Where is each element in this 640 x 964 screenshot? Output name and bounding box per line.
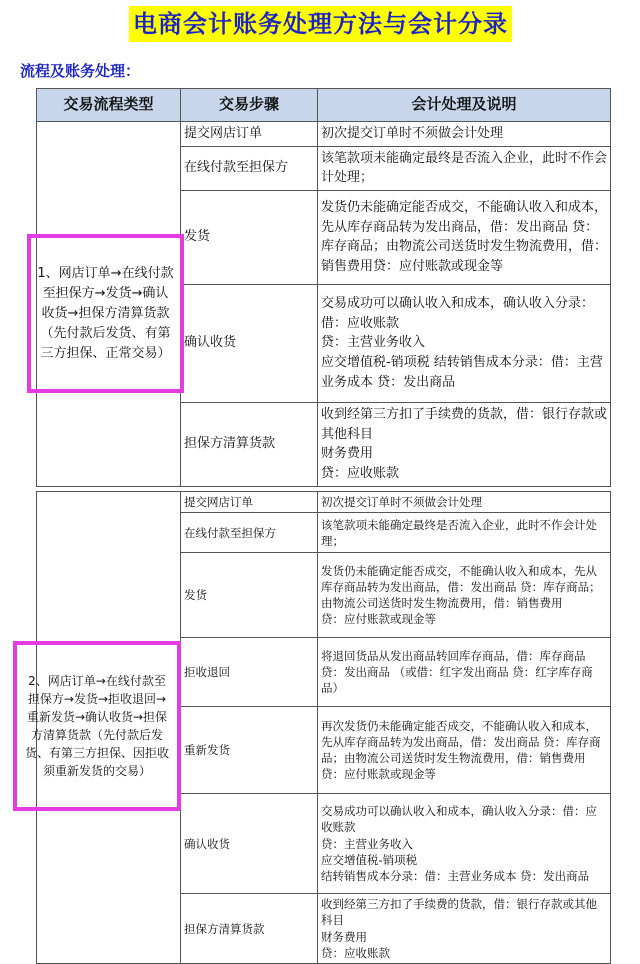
desc-cell: 发货仍未能确定能否成交，不能确认收入和成本，先从库存商品转为发出商品，借：发出商品 贷：库存商品；由物流公司送货时发生物流费用，借：销售费用贷：应付账款或现金等 xyxy=(318,190,611,284)
desc-cell: 收到经第三方扣了手续费的货款，借：银行存款或其他科目 财务费用 贷：应收账款 xyxy=(318,402,611,486)
step-cell: 发货 xyxy=(181,190,318,284)
step-cell: 担保方清算货款 xyxy=(181,894,318,964)
desc-cell: 发货仍未能确定能否成交，不能确认收入和成本，先从库存商品转为发出商品，借：发出商品 贷：库存商品；由物流公司送货时发生物流费用，借：销售费用 贷：应付账款或现金等 xyxy=(318,553,611,638)
desc-cell: 该笔款项未能确定最终是否流入企业，此时不作会计处理； xyxy=(318,513,611,553)
step-cell: 确认收货 xyxy=(181,284,318,402)
step-cell: 提交网店订单 xyxy=(181,492,318,513)
table-row xyxy=(37,492,611,513)
desc-cell: 交易成功可以确认收入和成本，确认收入分录：借：应收账款 贷：主营业务收入 应交增值税-销项税 结转销售成本分录：借：主营业务成本 贷：发出商品 xyxy=(318,794,611,894)
section-subtitle: 流程及账务处理： xyxy=(20,62,141,80)
desc-cell: 将退回货品从发出商品转回库存商品，借：库存商品 贷：发出商品 （或借：红字发出商品 贷：红字库存商品） xyxy=(318,638,611,707)
desc-cell: 初次提交订单时不须做会计处理 xyxy=(318,122,611,147)
header-desc: 会计处理及说明 xyxy=(318,89,611,122)
desc-cell: 再次发货仍未能确定能否成交，不能确认收入和成本，先从库存商品转为发出商品，借：发出商品 贷：库存商品；由物流公司送货时发生物流费用，借：销售费用 贷：应付账款或现金等 xyxy=(318,707,611,794)
desc-cell: 初次提交订单时不须做会计处理 xyxy=(318,492,611,513)
transaction-type-1: 1、网店订单→在线付款至担保方→发货→确认收货→担保方清算货款（先付款后发货、有第三方担保、正常交易） xyxy=(37,265,174,361)
step-cell: 拒收退回 xyxy=(181,638,318,707)
step-cell: 担保方清算货款 xyxy=(181,402,318,486)
step-cell: 发货 xyxy=(181,553,318,638)
header-step: 交易步骤 xyxy=(181,89,318,122)
page-title: 电商会计账务处理方法与会计分录 xyxy=(129,6,512,42)
transaction-type-1-highlight xyxy=(27,234,184,393)
transaction-type-2-highlight xyxy=(13,641,181,811)
step-cell: 提交网店订单 xyxy=(181,122,318,147)
step-cell: 在线付款至担保方 xyxy=(181,513,318,553)
step-cell: 在线付款至担保方 xyxy=(181,146,318,190)
transaction-type-2: 2、网店订单→在线付款至担保方→发货→拒收退回→重新发货→确认收货→担保方清算货款（先付款后发货、有第三方担保、因拒收须重新发货的交易） xyxy=(25,674,170,778)
table-header-row xyxy=(37,89,611,122)
step-cell: 确认收货 xyxy=(181,794,318,894)
desc-cell: 交易成功可以确认收入和成本，确认收入分录：借：应收账款 贷：主营业务收入 应交增值税-销项税 结转销售成本分录：借：主营业务成本 贷：发出商品 xyxy=(318,284,611,402)
table-row xyxy=(37,122,611,147)
desc-cell: 收到经第三方扣了手续费的货款，借：银行存款或其他科目 财务费用 贷：应收账款 xyxy=(318,894,611,964)
header-type: 交易流程类型 xyxy=(37,89,181,122)
desc-cell: 该笔款项未能确定最终是否流入企业，此时不作会计处理； xyxy=(318,146,611,190)
step-cell: 重新发货 xyxy=(181,707,318,794)
